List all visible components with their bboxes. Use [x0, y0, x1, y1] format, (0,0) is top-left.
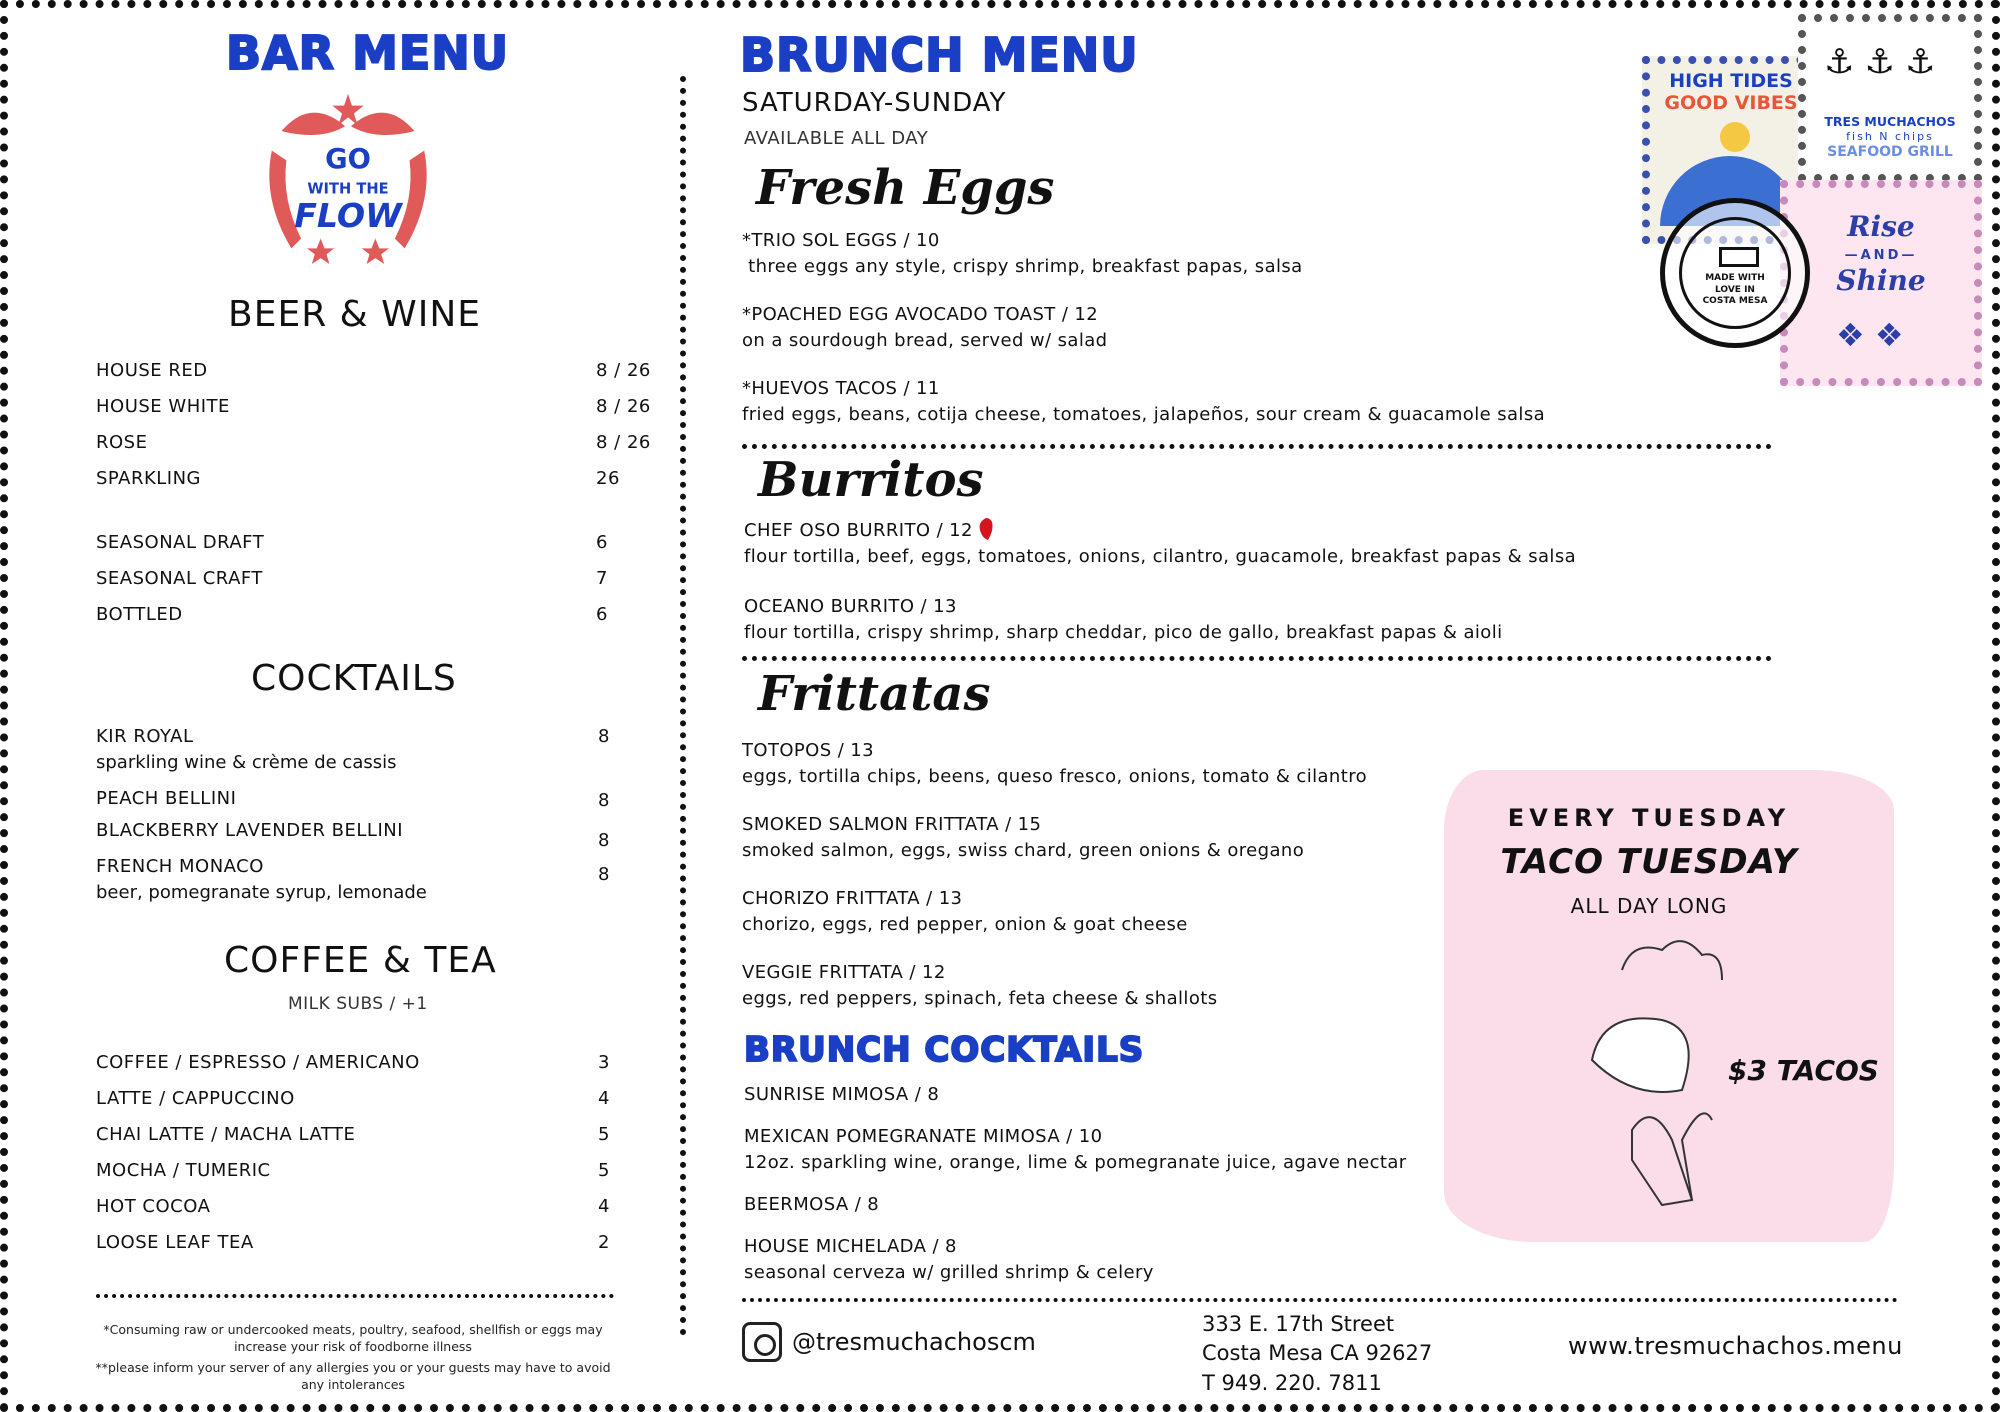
menu-row	[96, 396, 656, 417]
disclaimer-raw: *Consuming raw or undercooked meats, poultry, seafood, shellfish or eggs may increase your risk of foodborne illness	[103, 1322, 603, 1354]
stamp-text: SEAFOOD GRILL	[1827, 144, 1953, 160]
cocktails-heading: COCKTAILS	[251, 658, 457, 699]
burritos-heading: Burritos	[758, 452, 984, 508]
menu-item-desc: seasonal cerveza w/ grilled shrimp & celery	[744, 1262, 1154, 1283]
menu-row	[96, 1232, 656, 1253]
stamp-text: Shine	[1836, 264, 1926, 297]
menu-row	[96, 568, 656, 589]
item-name: ROSE	[96, 432, 148, 453]
item-name: SEASONAL CRAFT	[96, 568, 263, 589]
menu-item-name: CHEF OSO BURRITO / 12	[744, 520, 973, 541]
go-with-the-flow-logo	[262, 92, 434, 264]
stamp-text: GOOD VIBES	[1664, 92, 1798, 114]
item-name: LOOSE LEAF TEA	[96, 1232, 254, 1253]
section-divider	[742, 444, 1772, 449]
fish-icons: ⚓⚓⚓	[1824, 42, 1946, 82]
item-name: HOUSE WHITE	[96, 396, 230, 417]
instagram-handle[interactable]	[742, 1322, 1036, 1362]
item-name: SEASONAL DRAFT	[96, 532, 265, 553]
postmark-line: LOVE IN	[1715, 284, 1755, 295]
stamp-text: TRES MUCHACHOS	[1824, 114, 1956, 129]
item-name: MOCHA / TUMERIC	[96, 1160, 271, 1181]
column-divider	[680, 76, 686, 1336]
logo-text-3: FLOW	[294, 195, 402, 235]
menu-item-name: *TRIO SOL EGGS / 10	[742, 230, 940, 251]
item-price: 8 / 26	[596, 396, 651, 417]
menu-item-desc: flour tortilla, crispy shrimp, sharp cheddar, pico de gallo, breakfast papas & aioli	[744, 622, 1503, 643]
postmark-text	[1665, 273, 1805, 308]
menu-item-name: MEXICAN POMEGRANATE MIMOSA / 10	[744, 1126, 1103, 1147]
item-name: CHAI LATTE / MACHA LATTE	[96, 1124, 356, 1145]
website-link[interactable]: www.tresmuchachos.menu	[1568, 1332, 1903, 1360]
menu-item-desc: chorizo, eggs, red pepper, onion & goat cheese	[742, 914, 1188, 935]
disclaimer	[88, 1322, 618, 1394]
menu-item-desc: on a sourdough bread, served w/ salad	[742, 330, 1108, 351]
menu-row	[96, 856, 656, 885]
chili-pepper-icon	[976, 516, 996, 542]
menu-item-desc: 12oz. sparkling wine, orange, lime & pomegranate juice, agave nectar	[744, 1152, 1407, 1173]
coffee-tea-heading: COFFEE & TEA	[224, 940, 497, 981]
phone-number: T 949. 220. 7811	[1202, 1370, 1382, 1395]
menu-item-desc: smoked salmon, eggs, swiss chard, green onions & oregano	[742, 840, 1305, 861]
taco-tuesday-title: TACO TUESDAY	[1500, 842, 1798, 882]
fresh-eggs-heading: Fresh Eggs	[756, 160, 1055, 216]
item-name: HOUSE RED	[96, 360, 208, 381]
section-divider	[742, 656, 1772, 661]
item-price: 5	[598, 1124, 610, 1145]
qr-icon	[1719, 247, 1759, 267]
menu-row	[96, 1124, 656, 1145]
menu-row	[96, 432, 656, 453]
menu-row	[96, 360, 656, 381]
item-name: HOT COCOA	[96, 1196, 211, 1217]
item-price: 8 / 26	[596, 432, 651, 453]
menu-row	[96, 1196, 656, 1217]
item-price: 8	[598, 864, 610, 885]
logo-text-2: WITH THE	[307, 180, 389, 198]
stamp-text: Rise	[1847, 210, 1915, 243]
sun-icon	[1720, 122, 1750, 152]
menu-item-name: TOTOPOS / 13	[742, 740, 874, 761]
menu-row	[96, 1088, 656, 1109]
item-name: SPARKLING	[96, 468, 202, 489]
item-name: LATTE / CAPPUCCINO	[96, 1088, 295, 1109]
beer-wine-heading: BEER & WINE	[228, 294, 482, 335]
menu-item-desc: flour tortilla, beef, eggs, tomatoes, onions, cilantro, guacamole, breakfast papas & salsa	[744, 546, 1577, 567]
postmark-line: COSTA MESA	[1702, 296, 1768, 307]
item-price: 6	[596, 532, 608, 553]
item-price: 26	[596, 468, 620, 489]
menu-row	[96, 726, 656, 747]
postmark	[1660, 198, 1810, 348]
menu-row	[96, 532, 656, 553]
postmark-line: MADE WITH	[1705, 273, 1765, 283]
item-name: BOTTLED	[96, 604, 183, 625]
menu-item-desc: fried eggs, beans, cotija cheese, tomatoes, jalapeños, sour cream & guacamole salsa	[742, 404, 1546, 425]
stamp-text: fish N chips	[1846, 130, 1934, 143]
birds-icon: ❖ ❖	[1836, 316, 1904, 354]
brunch-menu-title: BRUNCH MENU	[740, 28, 1139, 82]
disclaimer-allergy: **please inform your server of any allergies you or your guests may have to avoid any intolerances	[95, 1359, 611, 1392]
menu-item-name: VEGGIE FRITTATA / 12	[742, 962, 946, 983]
menu-item-name: *HUEVOS TACOS / 11	[742, 378, 940, 399]
address-city: Costa Mesa CA 92627	[1202, 1341, 1433, 1366]
item-price: 4	[598, 1196, 610, 1217]
item-price: 8 / 26	[596, 360, 651, 381]
item-price: 6	[596, 604, 608, 625]
brunch-days: SATURDAY-SUNDAY	[742, 88, 1007, 118]
menu-row	[96, 604, 656, 625]
item-price: 8	[598, 726, 610, 747]
item-price: 2	[598, 1232, 610, 1253]
item-name: KIR ROYAL	[96, 726, 194, 747]
logo-text-1: GO	[325, 144, 371, 176]
tres-muchachos-stamp	[1798, 14, 1982, 182]
item-price: 7	[596, 568, 608, 589]
menu-row	[96, 1160, 656, 1181]
brunch-availability: AVAILABLE ALL DAY	[744, 128, 929, 149]
menu-row	[96, 820, 656, 851]
stamp-text: —AND—	[1844, 248, 1918, 263]
menu-item-name: *POACHED EGG AVOCADO TOAST / 12	[742, 304, 1099, 325]
menu-item-name: CHORIZO FRITTATA / 13	[742, 888, 963, 909]
menu-item-name: BEERMOSA / 8	[744, 1194, 880, 1215]
menu-item-name: SMOKED SALMON FRITTATA / 15	[742, 814, 1042, 835]
rise-and-shine-stamp	[1780, 180, 1982, 386]
address-block	[1202, 1310, 1432, 1398]
milk-subs-note: MILK SUBS / +1	[288, 994, 428, 1014]
menu-row	[96, 1052, 656, 1073]
menu-row	[96, 468, 656, 489]
item-price: 3	[598, 1052, 610, 1073]
item-desc: sparkling wine & crème de cassis	[96, 752, 397, 773]
menu-item-name: OCEANO BURRITO / 13	[744, 596, 957, 617]
menu-item-name: HOUSE MICHELADA / 8	[744, 1236, 957, 1257]
instagram-icon	[742, 1322, 782, 1362]
brunch-cocktails-heading: BRUNCH COCKTAILS	[744, 1030, 1145, 1070]
instagram-text: @tresmuchachoscm	[792, 1328, 1036, 1356]
item-name: BLACKBERRY LAVENDER BELLINI	[96, 820, 404, 841]
menu-item-desc: three eggs any style, crispy shrimp, breakfast papas, salsa	[742, 256, 1303, 277]
left-divider	[96, 1294, 614, 1298]
address-street: 333 E. 17th Street	[1202, 1312, 1395, 1336]
frittatas-heading: Frittatas	[758, 666, 991, 722]
every-tuesday-text: EVERY TUESDAY	[1507, 804, 1791, 832]
item-name: PEACH BELLINI	[96, 788, 237, 809]
item-price: 8	[598, 790, 610, 811]
three-dollar-tacos: $3 TACOS	[1728, 1054, 1879, 1087]
item-name: COFFEE / ESPRESSO / AMERICANO	[96, 1052, 420, 1073]
menu-item-name: SUNRISE MIMOSA / 8	[744, 1084, 940, 1105]
bar-menu-title: BAR MENU	[226, 26, 510, 80]
footer-divider	[742, 1298, 1898, 1302]
item-price: 8	[598, 830, 610, 851]
all-day-long-text: ALL DAY LONG	[1570, 894, 1728, 918]
stamp-text: HIGH TIDES	[1669, 70, 1793, 92]
menu-item-desc: eggs, tortilla chips, beens, queso fresco, onions, tomato & cilantro	[742, 766, 1368, 787]
menu-row	[96, 788, 656, 809]
menu-item-desc: eggs, red peppers, spinach, feta cheese & shallots	[742, 988, 1218, 1009]
item-price: 5	[598, 1160, 610, 1181]
item-price: 4	[598, 1088, 610, 1109]
item-desc: beer, pomegranate syrup, lemonade	[96, 882, 427, 903]
item-name: FRENCH MONACO	[96, 856, 264, 877]
